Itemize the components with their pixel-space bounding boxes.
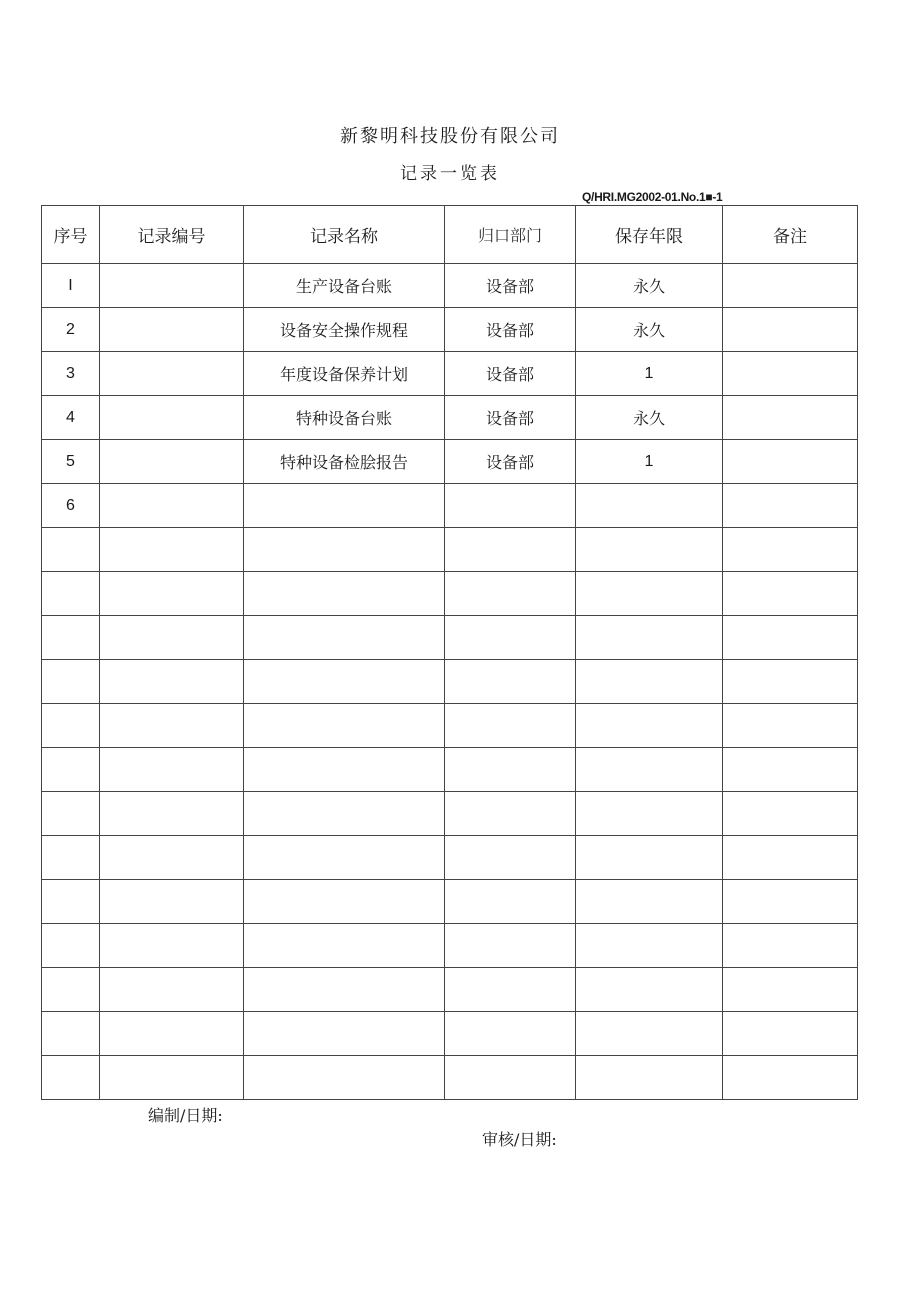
cell-serial-no xyxy=(42,616,100,660)
cell-record-code xyxy=(100,264,244,308)
cell-serial-no xyxy=(42,924,100,968)
cell-serial-no xyxy=(42,836,100,880)
cell-remark xyxy=(723,924,858,968)
cell-retention-period: 永久 xyxy=(576,264,723,308)
cell-record-code xyxy=(100,660,244,704)
table-row xyxy=(42,352,858,396)
table-row xyxy=(42,660,858,704)
cell-department xyxy=(445,704,576,748)
cell-remark xyxy=(723,616,858,660)
cell-remark xyxy=(723,660,858,704)
cell-serial-no xyxy=(42,704,100,748)
cell-retention-period xyxy=(576,748,723,792)
cell-record-code xyxy=(100,440,244,484)
header-record-name: 记录名称 xyxy=(244,206,445,264)
cell-serial-no xyxy=(42,792,100,836)
cell-record-code xyxy=(100,792,244,836)
cell-remark xyxy=(723,528,858,572)
cell-remark xyxy=(723,264,858,308)
table-row xyxy=(42,792,858,836)
cell-serial-no: 6 xyxy=(42,484,100,528)
cell-record-code xyxy=(100,1012,244,1056)
cell-remark xyxy=(723,968,858,1012)
cell-record-code xyxy=(100,528,244,572)
cell-record-code xyxy=(100,968,244,1012)
cell-retention-period xyxy=(576,528,723,572)
cell-remark xyxy=(723,1056,858,1100)
cell-record-name: 年度设备保养计划 xyxy=(244,352,445,396)
cell-retention-period xyxy=(576,704,723,748)
cell-department: 设备部 xyxy=(445,352,576,396)
cell-retention-period xyxy=(576,836,723,880)
cell-retention-period xyxy=(576,968,723,1012)
cell-record-name xyxy=(244,616,445,660)
table-row xyxy=(42,968,858,1012)
cell-retention-period xyxy=(576,924,723,968)
cell-remark xyxy=(723,440,858,484)
header-retention-period: 保存年限 xyxy=(576,206,723,264)
cell-remark xyxy=(723,748,858,792)
table-header-row xyxy=(42,206,858,264)
cell-retention-period xyxy=(576,660,723,704)
cell-department xyxy=(445,528,576,572)
cell-record-code xyxy=(100,308,244,352)
table-row xyxy=(42,1012,858,1056)
cell-department xyxy=(445,924,576,968)
form-title: 记录一览表 xyxy=(400,164,500,184)
cell-serial-no xyxy=(42,572,100,616)
cell-retention-period xyxy=(576,1012,723,1056)
cell-department xyxy=(445,792,576,836)
table-row xyxy=(42,704,858,748)
cell-department xyxy=(445,1056,576,1100)
table-row xyxy=(42,396,858,440)
cell-record-name: 设备安全操作规程 xyxy=(244,308,445,352)
cell-record-code xyxy=(100,924,244,968)
records-table xyxy=(41,205,858,1100)
cell-remark xyxy=(723,484,858,528)
cell-department xyxy=(445,748,576,792)
cell-retention-period xyxy=(576,484,723,528)
cell-remark xyxy=(723,792,858,836)
cell-department: 设备部 xyxy=(445,396,576,440)
cell-record-name: 生产设备台账 xyxy=(244,264,445,308)
cell-record-name xyxy=(244,484,445,528)
cell-record-code xyxy=(100,836,244,880)
table-row xyxy=(42,572,858,616)
records-table-body xyxy=(42,264,858,1100)
cell-record-code xyxy=(100,352,244,396)
cell-record-name xyxy=(244,1012,445,1056)
cell-serial-no: 2 xyxy=(42,308,100,352)
cell-retention-period: 1 xyxy=(576,352,723,396)
cell-department: 设备部 xyxy=(445,440,576,484)
cell-retention-period xyxy=(576,880,723,924)
cell-record-code xyxy=(100,880,244,924)
cell-retention-period xyxy=(576,572,723,616)
cell-remark xyxy=(723,704,858,748)
table-row xyxy=(42,924,858,968)
table-row xyxy=(42,836,858,880)
cell-retention-period: 永久 xyxy=(576,308,723,352)
cell-remark xyxy=(723,572,858,616)
cell-record-name: 特种设备检脍报告 xyxy=(244,440,445,484)
table-row xyxy=(42,484,858,528)
cell-serial-no: 3 xyxy=(42,352,100,396)
cell-department xyxy=(445,660,576,704)
cell-record-code xyxy=(100,748,244,792)
cell-department xyxy=(445,968,576,1012)
table-row xyxy=(42,1056,858,1100)
cell-retention-period xyxy=(576,792,723,836)
cell-remark xyxy=(723,880,858,924)
cell-department xyxy=(445,572,576,616)
table-row xyxy=(42,440,858,484)
cell-record-name xyxy=(244,924,445,968)
cell-remark xyxy=(723,1012,858,1056)
cell-serial-no: 5 xyxy=(42,440,100,484)
cell-department xyxy=(445,484,576,528)
cell-retention-period xyxy=(576,616,723,660)
cell-record-code xyxy=(100,484,244,528)
cell-record-code xyxy=(100,1056,244,1100)
cell-record-name xyxy=(244,748,445,792)
table-row xyxy=(42,264,858,308)
table-row xyxy=(42,528,858,572)
cell-record-name xyxy=(244,528,445,572)
cell-record-code xyxy=(100,704,244,748)
cell-record-code xyxy=(100,396,244,440)
cell-serial-no xyxy=(42,1056,100,1100)
cell-department: 设备部 xyxy=(445,308,576,352)
cell-record-code xyxy=(100,616,244,660)
cell-record-name xyxy=(244,968,445,1012)
cell-record-name xyxy=(244,572,445,616)
cell-record-name xyxy=(244,836,445,880)
cell-department: 设备部 xyxy=(445,264,576,308)
cell-retention-period: 永久 xyxy=(576,396,723,440)
cell-serial-no xyxy=(42,968,100,1012)
cell-serial-no: 4 xyxy=(42,396,100,440)
document-code: Q/HRI.MG2002-01.No.1■-1 xyxy=(582,190,723,204)
header-remark: 备注 xyxy=(723,206,858,264)
cell-serial-no xyxy=(42,1012,100,1056)
table-row xyxy=(42,748,858,792)
cell-record-name: 特种设备台账 xyxy=(244,396,445,440)
cell-retention-period xyxy=(576,1056,723,1100)
cell-remark xyxy=(723,836,858,880)
compiled-by-date-label: 编制/日期: xyxy=(148,1106,223,1125)
cell-department xyxy=(445,616,576,660)
header-record-code: 记录编号 xyxy=(100,206,244,264)
cell-serial-no xyxy=(42,660,100,704)
cell-serial-no xyxy=(42,748,100,792)
cell-record-name xyxy=(244,792,445,836)
cell-record-code xyxy=(100,572,244,616)
cell-serial-no xyxy=(42,528,100,572)
cell-record-name xyxy=(244,704,445,748)
cell-department xyxy=(445,1012,576,1056)
header-department: 归口部门 xyxy=(445,206,576,264)
cell-serial-no xyxy=(42,880,100,924)
cell-remark xyxy=(723,308,858,352)
cell-department xyxy=(445,836,576,880)
cell-record-name xyxy=(244,1056,445,1100)
cell-record-name xyxy=(244,880,445,924)
cell-remark xyxy=(723,396,858,440)
cell-serial-no: I xyxy=(42,264,100,308)
reviewed-by-date-label: 审核/日期: xyxy=(482,1130,557,1149)
cell-retention-period: 1 xyxy=(576,440,723,484)
cell-record-name xyxy=(244,660,445,704)
cell-department xyxy=(445,880,576,924)
table-row xyxy=(42,880,858,924)
table-row xyxy=(42,308,858,352)
company-name: 新黎明科技股份有限公司 xyxy=(340,126,560,147)
cell-remark xyxy=(723,352,858,396)
header-serial-no: 序号 xyxy=(42,206,100,264)
table-row xyxy=(42,616,858,660)
